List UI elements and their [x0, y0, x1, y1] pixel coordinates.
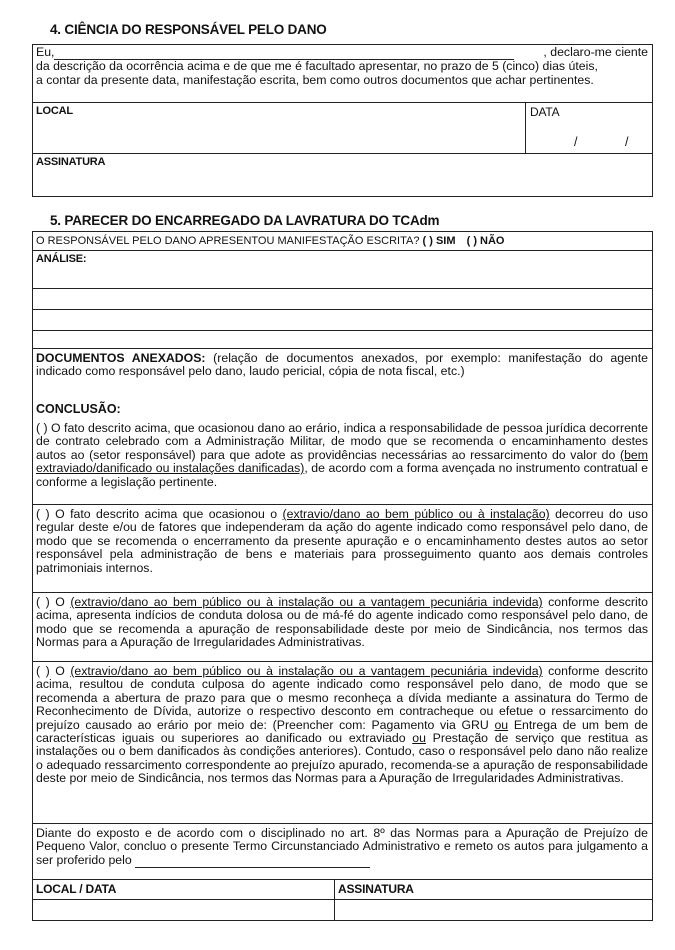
divider — [32, 309, 653, 310]
documents-text: (relação de documentos anexados, por exemplo: manifestação do agente indicado como responsável pelo dano, laudo pericial, cópia de nota fiscal, etc.) — [36, 351, 649, 379]
option-4-text: ( ) O — [36, 664, 71, 678]
option-sim[interactable]: ( ) SIM — [422, 235, 456, 247]
local-data-label: LOCAL / DATA — [36, 882, 117, 896]
final-statement-text: Diante do exposto e de acordo com o disciplinado no art. 8º das Normas para a Apuração de Prejuízo de Pequeno Valor, concluo o presente Termo Circunstanciado Administrativo e remeto os autos para julgamento a ser proferido pelo — [36, 826, 648, 867]
local-label: LOCAL — [36, 105, 73, 117]
declaro-label: , declaro-me ciente — [543, 45, 648, 59]
final-statement — [36, 827, 648, 868]
option-4-text-mid: conforme descrito acima, resultou de conduta culposa do agente indicado como responsável pelo dano, de modo que se recomenda a abertura de prazo para que o mesmo reconheça a dívida mediante a assinatura do Termo de Reconhecimento de Dívida, autorize o respectivo desconto em contracheque ou efetue o ressarcimento do prejuízo causado ao erário por meio de: (Preencher com: Pagamento via GRU — [36, 664, 648, 732]
divider — [32, 504, 653, 505]
option-4-text-end: Prestação de serviço que restitua as instalações ou o bem danificados às condições anteriores). Contudo, caso o responsável pelo dano não realize o adequado ressarcimento correspondente ao prejuízo apurado, recomenda-se a apuração de responsabilidade deste por meio de Sindicância, nos termos das Normas para a Apuração de Irregularidades Administrativas. — [36, 731, 648, 786]
divider — [32, 330, 653, 331]
divider — [32, 661, 653, 662]
judge-field[interactable] — [135, 854, 370, 868]
option-3-text-end: conforme descrito acima, apresenta indícios de conduta dolosa ou de má-fé do agente indicado como responsável pelo dano, de modo que se recomenda a apuração de responsabilidade deste por meio de Sindicância, nos termos das Normas para a Apuração de Irregularidades Administrativas. — [36, 595, 648, 650]
conclusion-option-2 — [36, 508, 648, 575]
option-4-highlight: (extravio/dano ao bem público ou à instalação ou a vantagem pecuniária indevida) — [70, 664, 543, 678]
divider — [32, 348, 653, 349]
conclusion-label: CONCLUSÃO: — [36, 402, 121, 416]
divider — [32, 102, 653, 103]
divider — [334, 879, 335, 921]
manifestation-question: O RESPONSÁVEL PELO DANO APRESENTOU MANIFESTAÇÃO ESCRITA? — [36, 235, 420, 247]
signature-label: ASSINATURA — [36, 156, 106, 168]
manifestation-question-row — [36, 235, 504, 247]
conclusion-option-1 — [36, 422, 648, 489]
data-label: DATA — [530, 105, 560, 119]
option-1-text-end: , de acordo com a forma avençada no instrumento contratual e conforme a legislação pertinente. — [36, 461, 649, 489]
divider — [32, 250, 653, 251]
conclusion-option-3 — [36, 596, 648, 650]
option-1-text: ( ) O fato descrito acima, que ocasionou dano ao erário, indica a responsabilidade de pessoa jurídica decorrente de contrato celebrado com a Administração Militar, de modo que se recomenda o encaminhamento destes autos ao (setor responsável) para que adote as providências necessárias ao ressarcimento do valor do — [36, 421, 648, 462]
option-2-text-end: decorreu do uso regular deste e/ou de fatores que independeram da ação do agente indicado como responsável pelo dano, de modo que se recomenda o encerramento da presente apuração e o encaminhamento destes autos ao setor responsável pela administração de bens e materiais para prosseguimento quanto aos demais controles patrimoniais internos. — [36, 507, 648, 575]
option-4-or: ou — [494, 717, 509, 732]
divider — [32, 823, 653, 824]
signature-label: ASSINATURA — [338, 882, 414, 896]
declaration-line-3: a contar da presente data, manifestação escrita, bem como outros documentos que achar pertinentes. — [36, 73, 594, 87]
declaration-line-2: da descrição da ocorrência acima e de que me é facultado apresentar, no prazo de 5 (cinco) dias úteis, — [36, 59, 598, 73]
analise-label: ANÁLISE: — [36, 253, 87, 265]
section-4-title: 4. CIÊNCIA DO RESPONSÁVEL PELO DANO — [50, 22, 327, 37]
divider — [32, 592, 653, 593]
option-3-highlight: (extravio/dano ao bem público ou à instalação ou a vantagem pecuniária indevida) — [70, 595, 543, 609]
divider — [32, 153, 653, 154]
option-3-text: ( ) O — [36, 595, 71, 609]
option-2-text: ( ) O fato descrito acima que ocasionou o — [36, 507, 283, 521]
option-4-or: ou — [412, 731, 426, 746]
conclusion-option-4 — [36, 665, 648, 786]
documents-label: DOCUMENTOS ANEXADOS: — [36, 351, 206, 365]
section-5-title: 5. PARECER DO ENCARREGADO DA LAVRATURA DO TCAdm — [50, 213, 440, 228]
section-5-box — [32, 231, 653, 921]
date-slash: / — [574, 135, 578, 149]
option-2-highlight: (extravio/dano ao bem público ou à instalação) — [282, 507, 550, 521]
option-4-text-mid2: Entrega de um bem de características iguais ou superiores ao danificado ou extraviado — [36, 717, 648, 746]
eu-label: Eu, — [36, 45, 55, 59]
divider — [32, 288, 653, 289]
option-1-highlight: (bem extraviado/danificado ou instalações danificadas) — [36, 447, 648, 476]
date-slash: / — [625, 135, 629, 149]
divider — [525, 102, 526, 153]
divider — [32, 879, 653, 880]
documents-annexed — [36, 352, 648, 379]
option-nao[interactable]: ( ) NÃO — [466, 235, 505, 247]
divider — [32, 899, 653, 900]
